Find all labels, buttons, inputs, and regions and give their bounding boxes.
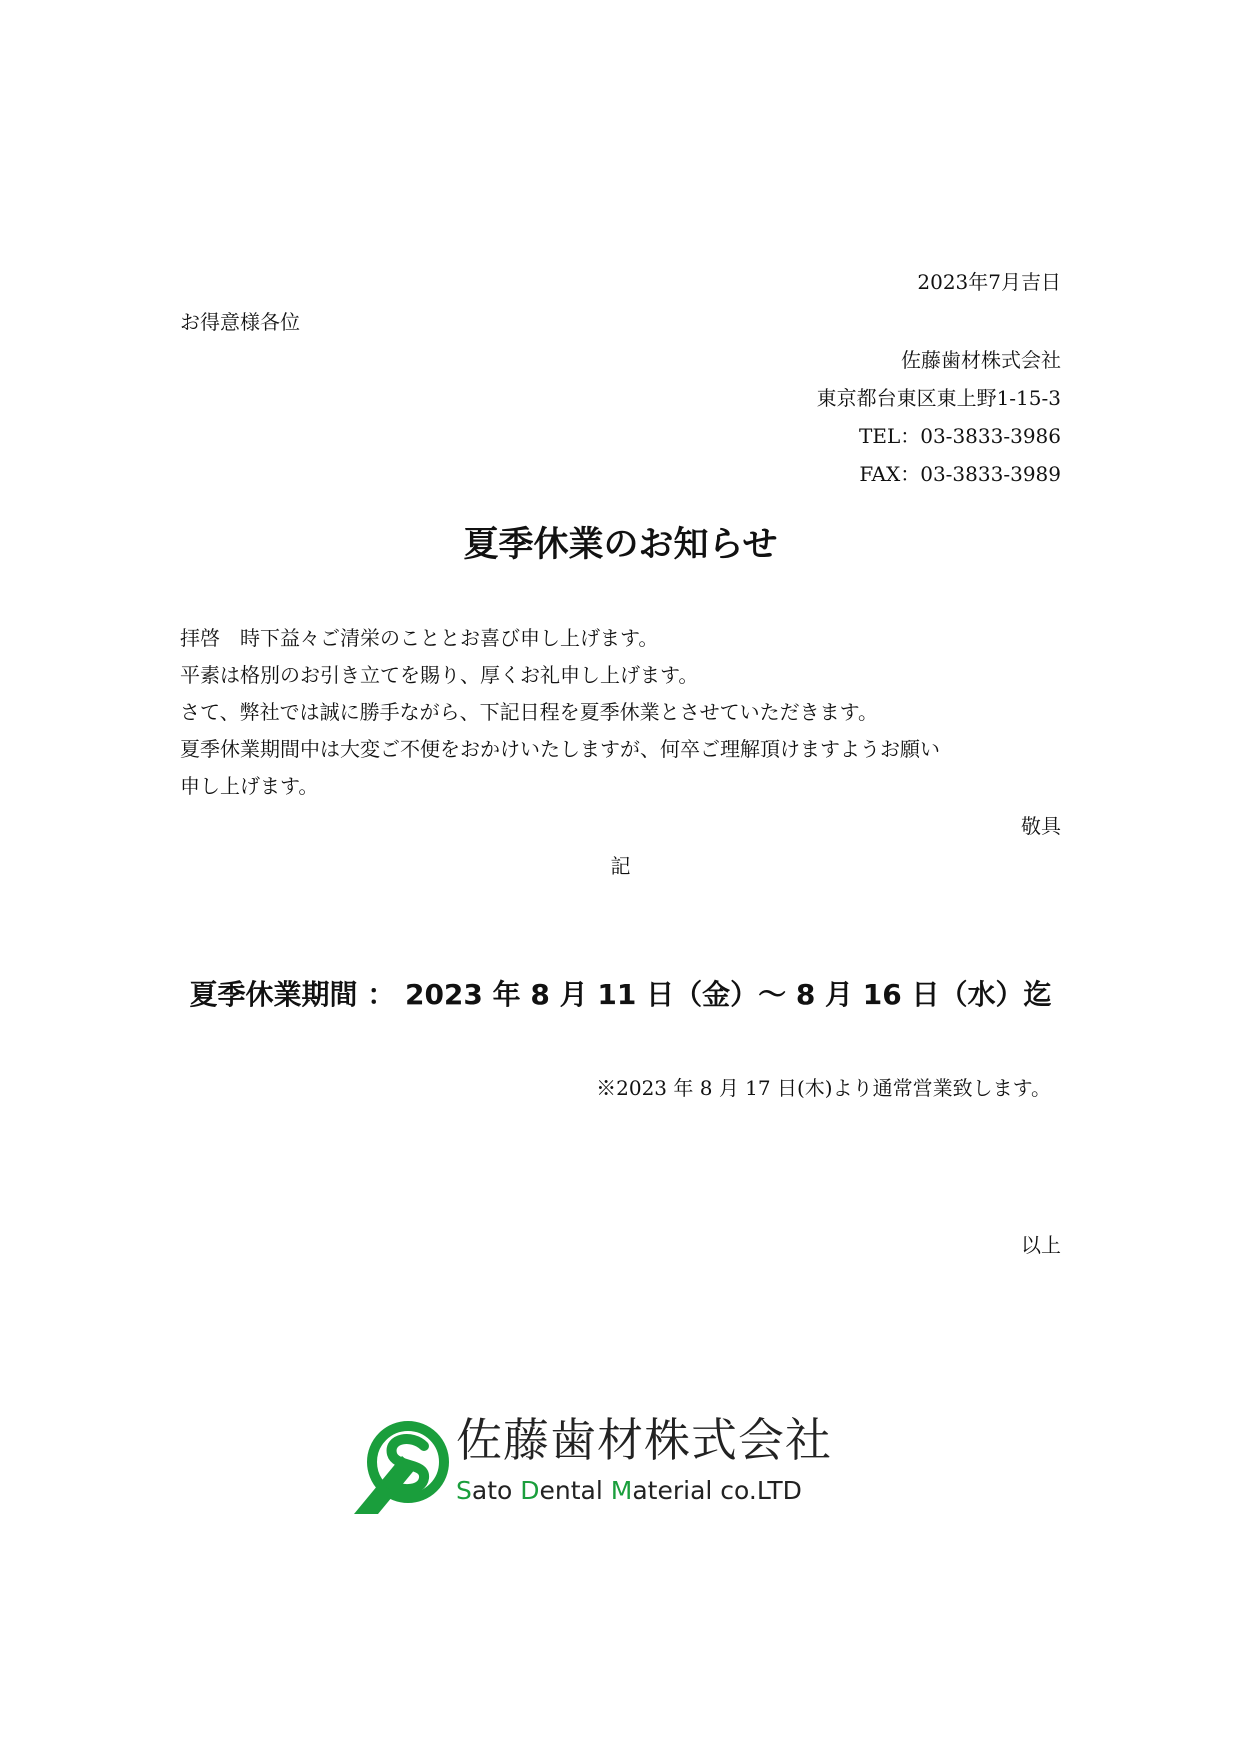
closing-ijou: 以上 [1021,1233,1061,1257]
holiday-period: 夏季休業期間 ： 2023 年 8 月 11 日（金）～ 8 月 16 日（水）迄 [189,978,1052,1011]
logo-company-name: 佐藤歯材株式会社 [456,1413,832,1467]
logo-en-part: S [456,1476,472,1505]
body-line: さて、弊社では誠に勝手ながら、下記日程を夏季休業とさせていただきます。 [180,700,878,724]
document-date: 2023年7月吉日 [917,270,1061,294]
logo-en-part: ato [471,1476,521,1505]
sender-company: 佐藤歯材株式会社 [901,348,1061,372]
body-line: 申し上げます。 [180,774,319,798]
body-line: 夏季休業期間中は大変ご不便をおかけいたしますが、何卒ご理解頂けますようお願い [180,737,940,761]
logo-en-part: aterial co.LTD [632,1476,802,1505]
recipient-line: お得意様各位 [180,310,300,334]
body-line: 平素は格別のお引き立てを賜り、厚くお礼申し上げます。 [180,663,699,687]
logo-s-mark-icon [352,1416,452,1516]
logo-english-name [456,1476,802,1506]
body-text [180,626,940,811]
logo-en-part: D [520,1476,540,1505]
sender-fax: FAX：03-3833-3989 [859,462,1061,486]
ki-heading: 記 [610,854,631,878]
resume-note: ※2023 年 8 月 17 日(木)より通常営業致します。 [596,1076,1051,1100]
closing-keigu: 敬具 [1021,814,1061,838]
logo-en-part: ental [539,1476,611,1505]
sender-address: 東京都台東区東上野1-15-3 [816,386,1061,410]
logo-en-part: M [610,1476,633,1505]
document-title: 夏季休業のお知らせ [463,525,778,565]
sender-tel: TEL：03-3833-3986 [859,424,1061,448]
company-logo [352,1410,832,1520]
body-line: 拝啓 時下益々ご清栄のこととお喜び申し上げます。 [180,626,659,650]
